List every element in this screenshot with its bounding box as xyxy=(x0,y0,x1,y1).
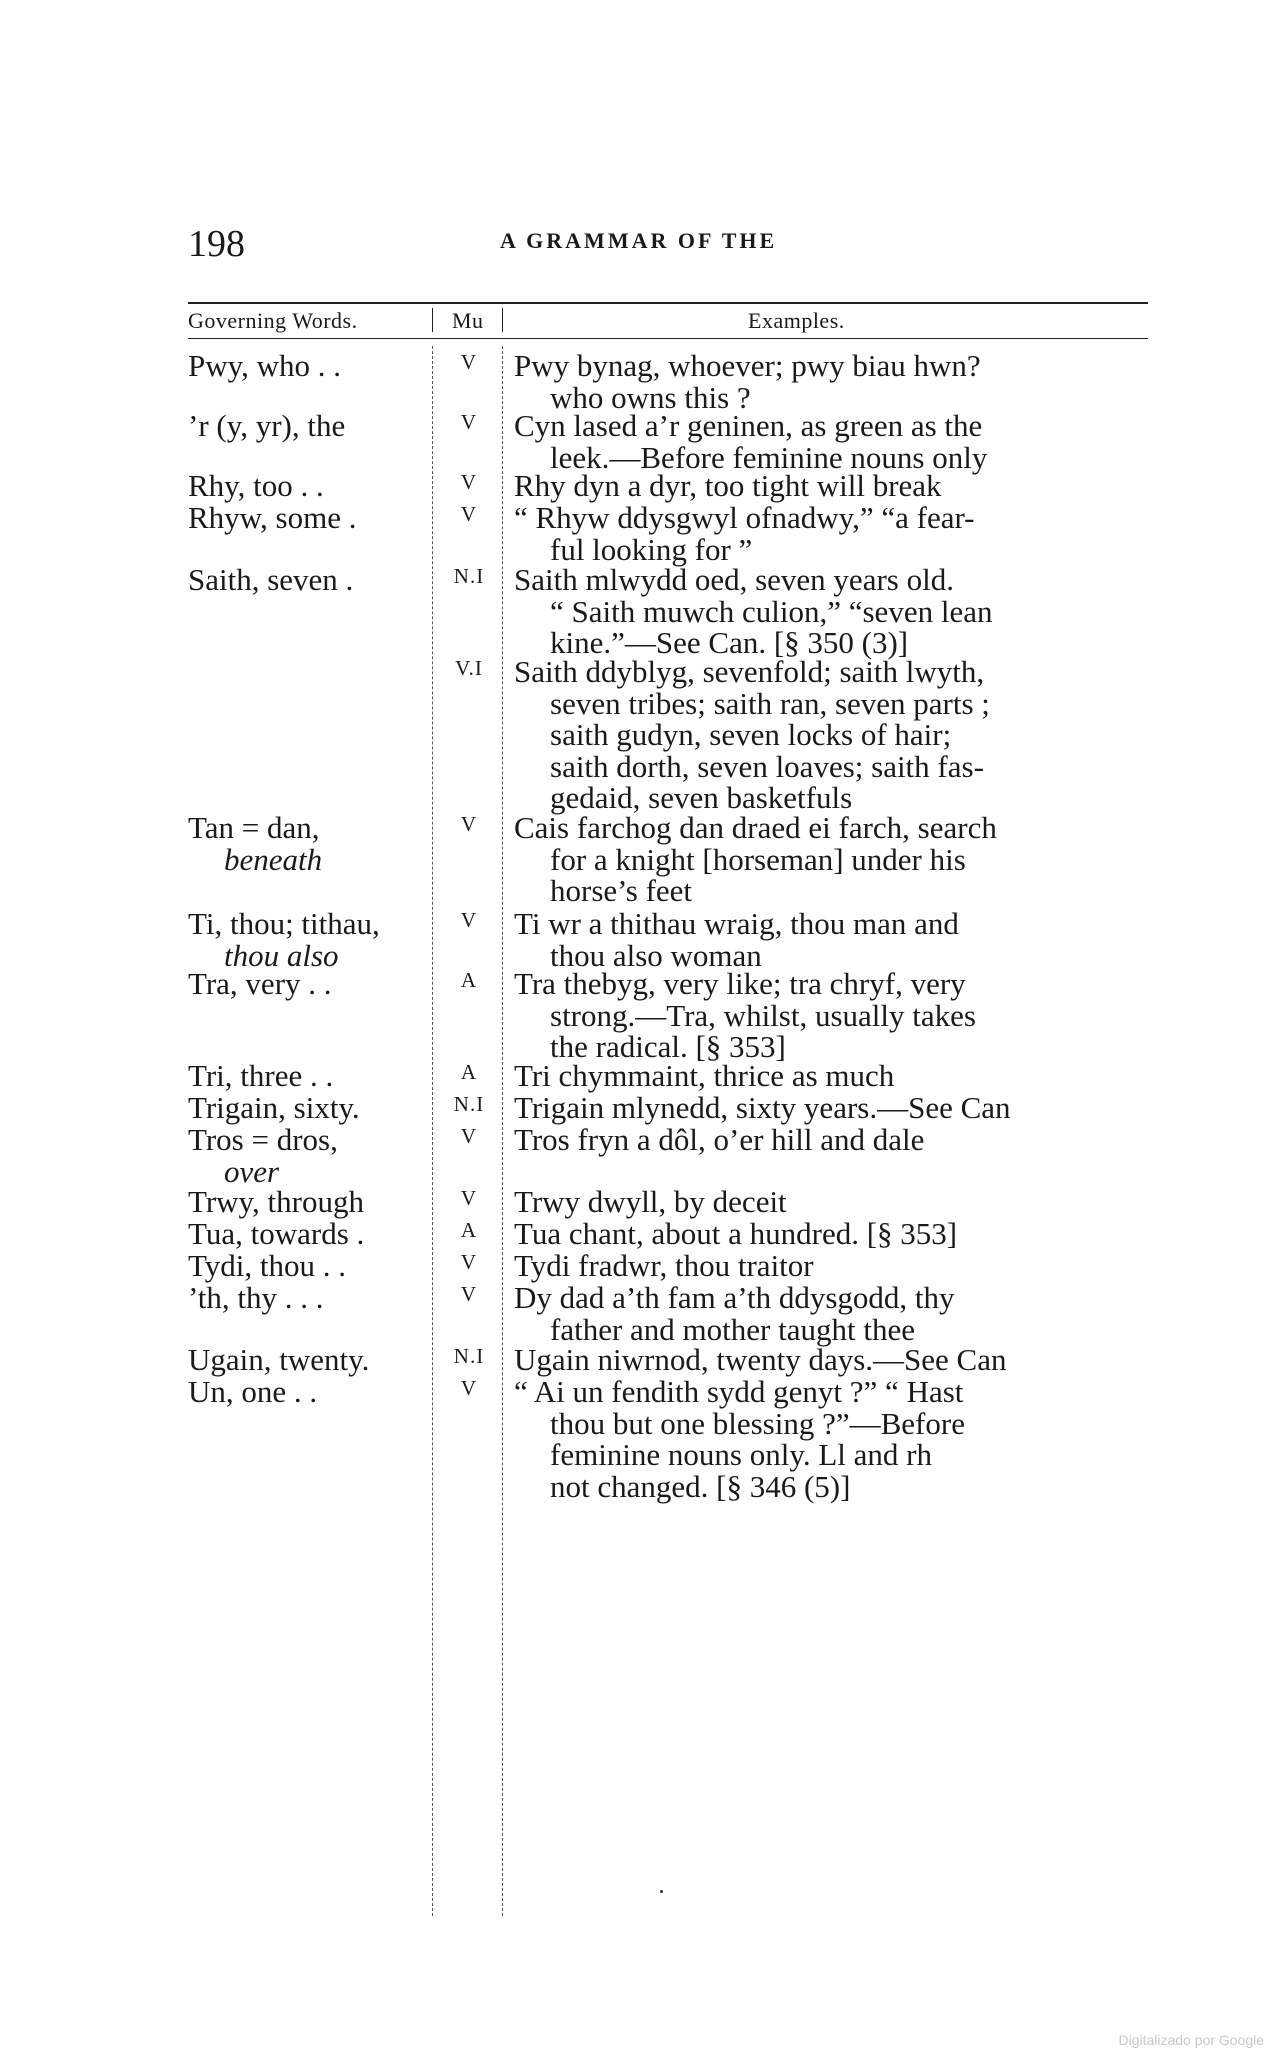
governing-gloss: beneath xyxy=(224,841,323,877)
example-line: Dy dad a’th fam a’th ddysgodd, thy xyxy=(514,1280,955,1315)
governing-word: ’r (y, yr), the xyxy=(188,408,346,443)
governing-word: Saith, seven . xyxy=(188,562,354,597)
table-top-rule xyxy=(188,302,1148,304)
stray-mark xyxy=(660,1890,663,1893)
mutation-code: V xyxy=(460,410,478,434)
governing-word: Tra, very . . xyxy=(188,966,332,1001)
example-line: Tra thebyg, very like; tra chryf, very xyxy=(514,966,966,1001)
governing-word: Un, one . . xyxy=(188,1374,318,1409)
example-line: the radical. [§ 353] xyxy=(550,1029,786,1064)
governing-word: Pwy, who . . xyxy=(188,348,342,383)
example-line: leek.—Before feminine nouns only xyxy=(550,439,988,475)
example-line: Cyn lased a’r geninen, as green as the xyxy=(514,408,983,443)
example-line: gedaid, seven basketfuls xyxy=(550,780,853,815)
mutation-code: V xyxy=(460,1186,478,1210)
governing-word: Ugain, twenty. xyxy=(188,1342,370,1377)
governing-word: Trwy, through xyxy=(188,1184,364,1219)
governing-word: Ti, thou; tithau, xyxy=(188,906,380,941)
example-line: Saith ddyblyg, sevenfold; saith lwyth, xyxy=(514,654,985,689)
column-header-examples: Examples. xyxy=(748,308,845,333)
mutation-code: V xyxy=(460,1250,478,1274)
example-line: Rhy dyn a dyr, too tight will break xyxy=(514,468,942,503)
mutation-code: V xyxy=(460,1282,478,1306)
mutation-code: V xyxy=(460,502,478,526)
watermark: Digitalizado por Google xyxy=(1118,2032,1264,2048)
example-line: seven tribes; saith ran, seven parts ; xyxy=(550,685,990,721)
example-line: saith dorth, seven loaves; saith fas- xyxy=(550,748,984,784)
example-line: “ Saith muwch culion,” “seven lean xyxy=(550,593,993,629)
example-line: Tua chant, about a hundred. [§ 353] xyxy=(514,1216,958,1251)
mutation-code: V xyxy=(460,1376,478,1400)
mutation-code: V xyxy=(460,470,478,494)
running-head: A GRAMMAR OF THE xyxy=(500,228,778,253)
example-line: who owns this ? xyxy=(550,379,751,415)
column-header-mutation: Mu xyxy=(452,308,484,333)
example-line: ful looking for ” xyxy=(550,531,753,567)
header-separator xyxy=(432,308,433,332)
governing-word: Tua, towards . xyxy=(188,1216,365,1251)
mutation-code: A xyxy=(460,1060,478,1084)
example-line: Ti wr a thithau wraig, thou man and xyxy=(514,906,959,941)
example-line: Trigain mlynedd, sixty years.—See Can xyxy=(514,1090,1011,1125)
mutation-code: V.I xyxy=(455,656,483,680)
table-header-rule xyxy=(188,338,1148,339)
governing-word: Tros = dros, xyxy=(188,1122,338,1157)
example-line: saith gudyn, seven locks of hair; xyxy=(550,717,952,752)
governing-word: Tydi, thou . . xyxy=(188,1248,346,1283)
governing-word: Tan = dan, xyxy=(188,810,320,845)
governing-word: Trigain, sixty. xyxy=(188,1090,360,1125)
governing-word: Rhyw, some . xyxy=(188,500,357,535)
example-line: Ugain niwrnod, twenty days.—See Can xyxy=(514,1342,1007,1377)
example-line: “ Ai un fendith sydd genyt ?” “ Hast xyxy=(514,1374,964,1409)
example-line: strong.—Tra, whilst, usually takes xyxy=(550,997,976,1033)
example-line: thou but one blessing ?”—Before xyxy=(550,1405,965,1441)
example-line: for a knight [horseman] under his xyxy=(550,841,966,877)
column-divider xyxy=(432,346,433,1916)
mutation-code: A xyxy=(460,968,478,992)
example-line: horse’s feet xyxy=(550,873,693,908)
example-line: Tri chymmaint, thrice as much xyxy=(514,1058,895,1093)
mutation-code: V xyxy=(460,1124,478,1148)
mutation-code: N.I xyxy=(453,1092,485,1116)
mutation-code: V xyxy=(460,350,478,374)
example-line: Saith mlwydd oed, seven years old. xyxy=(514,562,954,597)
column-divider xyxy=(502,346,503,1916)
column-header-governing-words: Governing Words. xyxy=(188,308,358,333)
mutation-code: N.I xyxy=(453,564,485,588)
governing-word: Tri, three . . xyxy=(188,1058,334,1093)
governing-gloss: over xyxy=(224,1153,280,1189)
governing-word: ’th, thy . . . xyxy=(188,1280,324,1315)
mutation-code: V xyxy=(460,908,478,932)
mutation-code: N.I xyxy=(453,1344,485,1368)
example-line: kine.”—See Can. [§ 350 (3)] xyxy=(550,625,909,660)
governing-gloss: thou also xyxy=(224,937,339,973)
governing-word: Rhy, too . . xyxy=(188,468,324,503)
example-line: “ Rhyw ddysgwyl ofnadwy,” “a fear- xyxy=(514,500,975,535)
mutation-code: V xyxy=(460,812,478,836)
example-line: Trwy dwyll, by deceit xyxy=(514,1184,787,1219)
example-line: Tros fryn a dôl, o’er hill and dale xyxy=(514,1122,925,1157)
example-line: not changed. [§ 346 (5)] xyxy=(550,1468,851,1504)
example-line: feminine nouns only. Ll and rh xyxy=(550,1437,932,1472)
page-number: 198 xyxy=(188,223,245,265)
mutation-code: A xyxy=(460,1218,478,1242)
header-separator xyxy=(502,308,503,332)
example-line: Pwy bynag, whoever; pwy biau hwn? xyxy=(514,348,981,383)
example-line: Cais farchog dan draed ei farch, search xyxy=(514,810,997,845)
example-line: Tydi fradwr, thou traitor xyxy=(514,1248,814,1283)
example-line: thou also woman xyxy=(550,937,762,973)
example-line: father and mother taught thee xyxy=(550,1311,915,1347)
